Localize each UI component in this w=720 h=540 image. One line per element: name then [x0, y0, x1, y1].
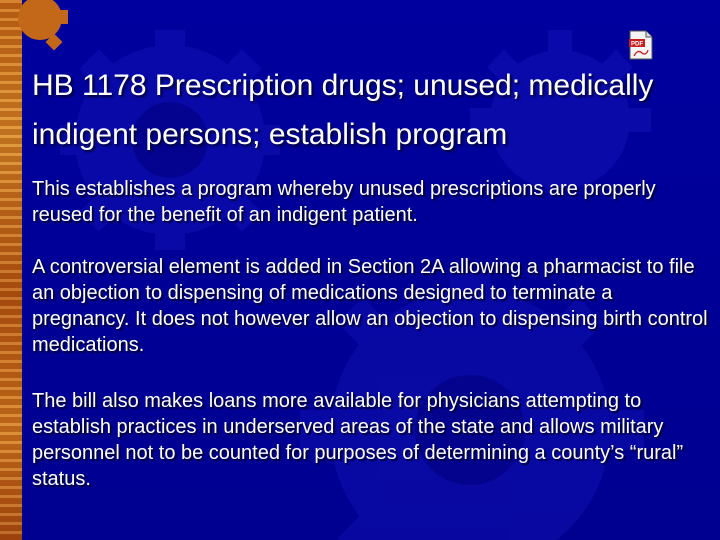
slide-title: HB 1178 Prescription drugs; unused; medically indigent persons; establish program — [32, 69, 654, 151]
gear-icon — [18, 0, 68, 50]
body-paragraph: The bill also makes loans more available for physicians attempting to establish practices in underserved areas of the state and allows military personnel not to be counted for purposes of determining a county’s “rural” status. — [32, 390, 684, 490]
pdf-icon[interactable] — [628, 30, 654, 60]
body-paragraph: A controversial element is added in Section 2A allowing a pharmacist to file an objection to dispensing of medications designed to terminate a pregnancy. It does not however allow an objection to dispensing birth control medications. — [32, 256, 708, 356]
body-paragraph: This establishes a program whereby unused prescriptions are properly reused for the benefit of an indigent patient. — [32, 178, 656, 226]
svg-text:PDF: PDF — [631, 41, 643, 48]
